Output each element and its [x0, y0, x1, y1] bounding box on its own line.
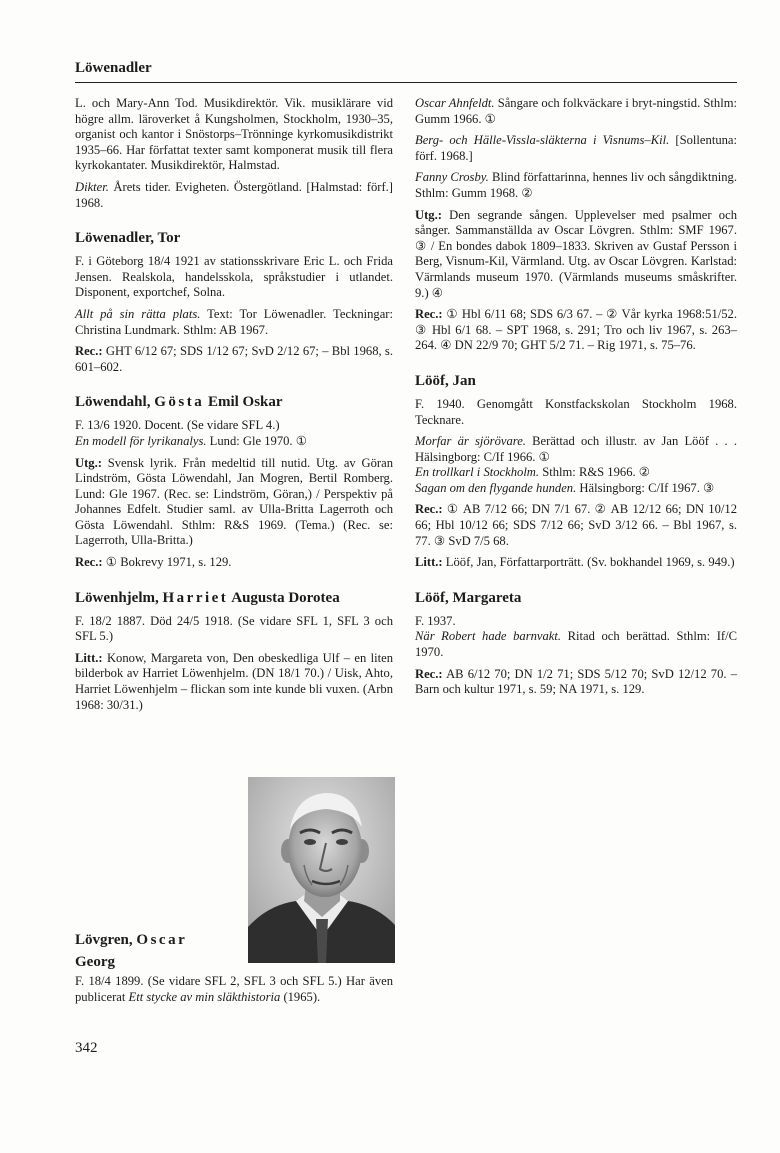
work-title: En modell för lyrikanalys. [75, 433, 207, 448]
work-entry: Fanny Crosby. Blind författarinna, hennes liv och sångdiktning. Sthlm: Gumm 1968. ② [415, 170, 737, 200]
entry-heading: Löwenadler, Tor [75, 230, 181, 247]
edited-works: Utg.: Svensk lyrik. Från medeltid till nutid. Utg. av Göran Lindström, Gösta Löwendahl, Jan Mogren, Bertil Romberg. Lund: Gle 1967. (Rec. se: Lindström, Göran,) / Perspektiv på Johannes Edfelt. Studier saml. av Ulla-Britta Lagerroth och Gösta Löwendahl. Sthlm: R&S 1969. (Tema.) (Rec. se: Lagerroth, Ulla-Britta.) [75, 455, 393, 548]
entry-heading: Löwendahl, Gösta Emil Oskar [75, 394, 283, 411]
entry-bio: F. 18/2 1887. Död 24/5 1918. (Se vidare SFL 1, SFL 3 och SFL 5.) [75, 613, 393, 644]
entry-bio: L. och Mary-Ann Tod. Musikdirektör. Vik. musiklärare vid högre allm. läroverket å Kungsholmen, Stockholm, 1930–35, organist och kantor i Snöstorps–Trönninge kyrkomusikdistrikt 1935–66. Har författat texter samt komponerat musik till flera kyrkokantater. Musikdirektör, Halmstad. [75, 96, 393, 173]
work-title: Sagan om den flygande hunden. [415, 480, 577, 495]
entry-bio: F. 18/4 1899. (Se vidare SFL 2, SFL 3 och SFL 5.) Har även publicerat Ett stycke av min släkthistoria (1965). [75, 974, 393, 1004]
page-number: 342 [75, 1040, 98, 1056]
work-title: Allt på sin rätta plats. [75, 306, 201, 321]
review-list: Rec.: AB 6/12 70; DN 1/2 71; SDS 5/12 70; SvD 12/12 70. – Barn och kultur 1971, s. 59; NA 1971, s. 129. [415, 666, 737, 697]
entry-bio: F. 13/6 1920. Docent. (Se vidare SFL 4.) [75, 418, 280, 433]
header-rule [75, 82, 737, 83]
work-title: Morfar är sjörövare. [415, 434, 526, 449]
running-head: Löwenadler [75, 60, 152, 76]
right-column [415, 96, 737, 704]
work-entry: Sagan om den flygande hunden. Hälsingborg: C/If 1967. ③ [415, 480, 715, 495]
review-list: Rec.: GHT 6/12 67; SDS 1/12 67; SvD 2/12 67; – Bbl 1968, s. 601–602. [75, 344, 393, 374]
work-title: Dikter. [75, 179, 109, 194]
review-list: Rec.: ① Hbl 6/11 68; SDS 6/3 67. – ② Vår kyrka 1968:51/52. ③ Hbl 6/1 68. – SPT 1968, s. 291; Tro och liv 1967, s. 263–264. ④ DN 22/9 70; GHT 5/2 71. – Rig 1971, s. 75–76. [415, 307, 737, 353]
entry-heading: Lövgren, Oscar Georg [75, 932, 188, 970]
entry-heading: Löwenhjelm, Harriet Augusta Dorotea [75, 589, 340, 606]
entry-heading: Lööf, Jan [415, 372, 476, 389]
edited-works: Utg.: Den segrande sången. Upplevelser med psalmer och sånger. Sammanställda av Oscar Lövgren. Sthlm: SMF 1967. ③ / En bondes dabok 1809–1833. Skriven av Gustaf Persson i Berg, Visnum-Kil, Värmland. Utg. av Oscar Lövgren. Karlstad: Värmlands museum 1970. (Värmlands museums småskrifter. 9.) ④ [415, 207, 737, 300]
work-entry: En modell för lyrikanalys. Lund: Gle 1970. ① [75, 433, 308, 448]
work-entry: Oscar Ahnfeldt. Sångare och folkväckare i bryt-ningstid. Sthlm: Gumm 1966. ① [415, 96, 738, 126]
work-title: Fanny Crosby. [415, 170, 489, 185]
entry-bio: F. i Göteborg 18/4 1921 av stationsskrivare Eric L. och Frida Jensen. Realskola, handelsskola, språkstudier i utlandet. Disponent, exportchef, Solna. [75, 254, 393, 300]
work-entry: Allt på sin rätta plats. Text: Tor Löwenadler. Teckningar: Christina Lundmark. Sthlm: AB 1967. [75, 306, 393, 337]
work-entry: Dikter. Årets tider. Evigheten. Östergötland. [Halmstad: förf.] 1968. [75, 179, 393, 210]
work-title: Oscar Ahnfeldt. [415, 96, 495, 110]
entry-bio: F. 1937. [415, 613, 456, 628]
entry-heading: Lööf, Margareta [415, 589, 522, 606]
entry-bio: F. 1940. Genomgått Konstfackskolan Stockholm 1968. Tecknare. [415, 396, 737, 427]
portrait-photo [248, 777, 395, 963]
work-title: En trollkarl i Stockholm. [415, 465, 540, 480]
left-column [75, 96, 393, 719]
literature-list: Litt.: Konow, Margareta von, Den obeskedliga Ulf – en liten bilderbok av Harriet Löwenhjelm. (DN 18/1 70.) / Uisk, Ahto, Harriet Löwenhjelm – flickan som inte kunde bli vuxen. (Arbn 1968: 30/31.) [75, 650, 393, 712]
work-entry: När Robert hade barnvakt. Ritad och berättad. Sthlm: If/C 1970. [415, 629, 738, 660]
literature-list: Litt.: Lööf, Jan, Författarporträtt. (Sv. bokhandel 1969, s. 949.) [415, 555, 735, 570]
work-entry: Berg- och Hälle-Vissla-släkterna i Visnums–Kil. [Sollentuna: förf. 1968.] [415, 133, 737, 163]
work-title: När Robert hade barnvakt. [415, 629, 562, 644]
work-entry: En trollkarl i Stockholm. Sthlm: R&S 1966. ② [415, 465, 651, 480]
review-list: Rec.: ① Bokrevy 1971, s. 129. [75, 555, 232, 570]
work-title: Berg- och Hälle-Vissla-släkterna i Visnums–Kil. [415, 133, 670, 148]
work-entry: Morfar är sjörövare. Berättad och illustr. av Jan Lööf . . . Hälsingborg: C/If 1966. ① [415, 434, 737, 464]
review-list: Rec.: ① AB 7/12 66; DN 7/1 67. ② AB 12/12 66; DN 10/12 66; Hbl 10/12 66; SDS 7/12 66; SvD 3/12 66. – Bbl 1967, s. 77. ③ SvD 7/5 68. [415, 502, 737, 548]
